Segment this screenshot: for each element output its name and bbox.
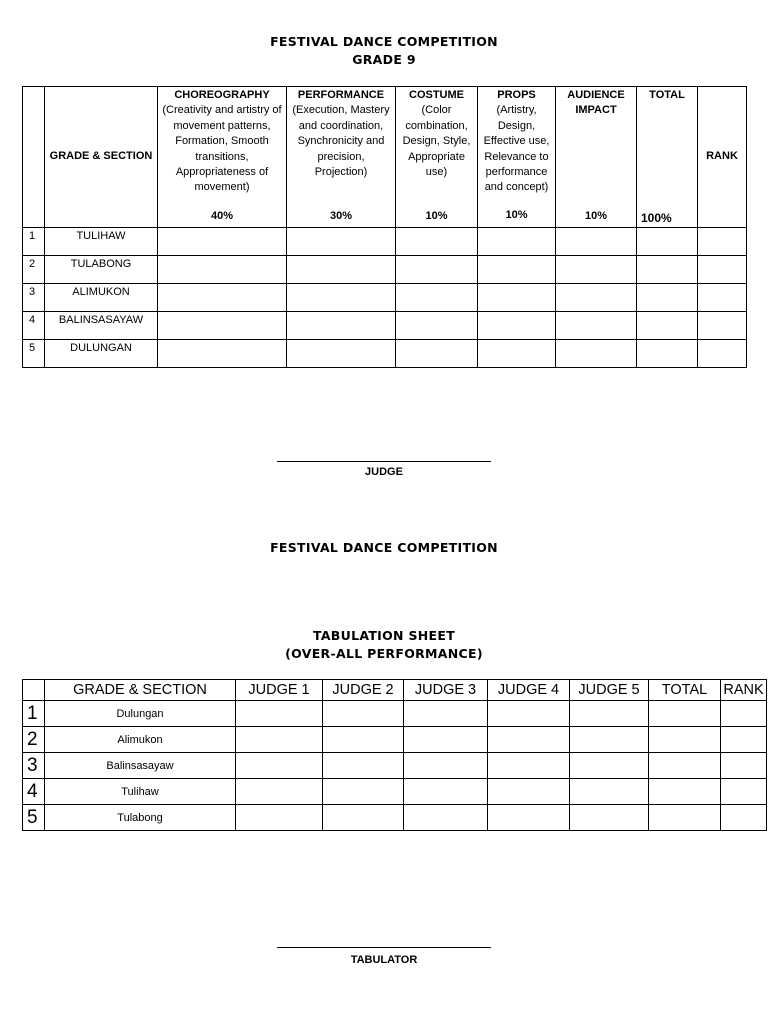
- table-row: [23, 779, 767, 805]
- choreography-description: (Creativity and artistry of movement patterns, Formation, Smooth transitions, Appropriateness of movement): [162, 104, 282, 194]
- tabulation-sheet-subtitle: (OVER-ALL PERFORMANCE): [285, 646, 483, 661]
- score-sheet-title: FESTIVAL DANCE COMPETITION: [270, 34, 498, 49]
- audience-impact-weight: 10%: [584, 209, 608, 222]
- choreography-weight: 40%: [210, 209, 234, 222]
- table-row: [23, 701, 767, 727]
- total-cell[interactable]: [649, 779, 721, 805]
- table-row: [23, 727, 767, 753]
- judge-score-cell[interactable]: [323, 727, 404, 753]
- judge-score-cell[interactable]: [323, 753, 404, 779]
- judge-score-cell[interactable]: [323, 779, 404, 805]
- table-row: [23, 312, 747, 340]
- total-weight: 100%: [641, 210, 672, 225]
- row-section: Balinsasayaw: [45, 753, 236, 779]
- header-props: [478, 87, 556, 228]
- row-number: 1: [23, 228, 45, 256]
- table-row: [23, 284, 747, 312]
- judge-score-cell[interactable]: [570, 805, 649, 831]
- header-judge-2: JUDGE 2: [323, 680, 404, 701]
- score-cell[interactable]: [396, 284, 478, 312]
- score-cell[interactable]: [158, 312, 287, 340]
- header-number-cell: [23, 87, 45, 228]
- header-number-cell: [23, 680, 45, 701]
- row-number: 4: [23, 779, 45, 805]
- score-header-row: [23, 87, 747, 228]
- score-cell[interactable]: [478, 340, 556, 368]
- total-cell[interactable]: [637, 256, 698, 284]
- judge-score-cell[interactable]: [236, 701, 323, 727]
- score-cell[interactable]: [478, 228, 556, 256]
- judge-signature-line[interactable]: [277, 461, 491, 462]
- judge-score-cell[interactable]: [236, 727, 323, 753]
- judge-score-cell[interactable]: [236, 779, 323, 805]
- score-cell[interactable]: [478, 256, 556, 284]
- performance-heading: PERFORMANCE: [297, 89, 385, 101]
- rank-cell[interactable]: [698, 284, 747, 312]
- judge-score-cell[interactable]: [323, 805, 404, 831]
- total-cell[interactable]: [649, 727, 721, 753]
- props-heading: PROPS: [497, 89, 536, 101]
- score-cell[interactable]: [158, 284, 287, 312]
- row-section: Tulabong: [45, 805, 236, 831]
- header-grade-section: GRADE & SECTION: [45, 87, 158, 228]
- tabulation-sheet-title: TABULATION SHEET: [312, 628, 456, 643]
- judge-score-cell[interactable]: [488, 753, 570, 779]
- audience-impact-heading: AUDIENCE IMPACT: [567, 89, 625, 117]
- judge-score-cell[interactable]: [570, 753, 649, 779]
- judge-score-cell[interactable]: [404, 701, 488, 727]
- rank-cell[interactable]: [721, 701, 767, 727]
- row-section: Dulungan: [45, 701, 236, 727]
- row-number: 4: [23, 312, 45, 340]
- header-grade-section: GRADE & SECTION: [45, 680, 236, 701]
- header-total: [637, 87, 698, 228]
- score-cell[interactable]: [396, 312, 478, 340]
- score-cell[interactable]: [158, 340, 287, 368]
- costume-description: (Color combination, Design, Style, Appropriate use): [402, 104, 471, 179]
- props-weight: 10%: [505, 208, 528, 221]
- judge-score-cell[interactable]: [404, 779, 488, 805]
- table-row: [23, 340, 747, 368]
- total-cell[interactable]: [649, 805, 721, 831]
- header-choreography: [158, 87, 287, 228]
- judge-score-cell[interactable]: [488, 805, 570, 831]
- score-cell[interactable]: [396, 340, 478, 368]
- score-cell[interactable]: [287, 312, 396, 340]
- total-cell[interactable]: [649, 701, 721, 727]
- total-heading: TOTAL: [649, 89, 685, 101]
- row-number: 5: [23, 340, 45, 368]
- row-section: ALIMUKON: [45, 284, 158, 312]
- judge-score-cell[interactable]: [323, 701, 404, 727]
- header-judge-3: JUDGE 3: [404, 680, 488, 701]
- score-cell[interactable]: [556, 228, 637, 256]
- row-number: 1: [23, 701, 45, 727]
- table-row: [23, 753, 767, 779]
- total-cell[interactable]: [637, 312, 698, 340]
- tabulator-signature-label: TABULATOR: [350, 954, 418, 966]
- header-performance: [287, 87, 396, 228]
- row-section: BALINSASAYAW: [45, 312, 158, 340]
- header-rank: RANK: [698, 87, 747, 228]
- row-number: 5: [23, 805, 45, 831]
- costume-heading: COSTUME: [409, 89, 464, 101]
- row-section: Alimukon: [45, 727, 236, 753]
- total-cell[interactable]: [637, 228, 698, 256]
- score-cell[interactable]: [287, 228, 396, 256]
- row-section: Tulihaw: [45, 779, 236, 805]
- judge-signature-label: JUDGE: [365, 466, 403, 478]
- score-cell[interactable]: [556, 312, 637, 340]
- header-judge-4: JUDGE 4: [488, 680, 570, 701]
- header-costume: [396, 87, 478, 228]
- judge-score-cell[interactable]: [404, 805, 488, 831]
- rank-cell[interactable]: [698, 340, 747, 368]
- score-cell[interactable]: [556, 284, 637, 312]
- table-row: [23, 805, 767, 831]
- row-number: 3: [23, 284, 45, 312]
- score-cell[interactable]: [396, 256, 478, 284]
- rank-cell[interactable]: [721, 779, 767, 805]
- judge-score-cell[interactable]: [488, 701, 570, 727]
- judge-score-cell[interactable]: [404, 727, 488, 753]
- header-judge-5: JUDGE 5: [570, 680, 649, 701]
- score-cell[interactable]: [287, 284, 396, 312]
- row-number: 2: [23, 727, 45, 753]
- score-cell[interactable]: [556, 256, 637, 284]
- costume-weight: 10%: [425, 209, 448, 222]
- tabulation-header-row: [23, 680, 767, 701]
- row-section: TULABONG: [45, 256, 158, 284]
- rank-cell[interactable]: [721, 753, 767, 779]
- judge-score-cell[interactable]: [488, 727, 570, 753]
- row-number: 2: [23, 256, 45, 284]
- judge-score-cell[interactable]: [236, 805, 323, 831]
- score-cell[interactable]: [158, 228, 287, 256]
- header-judge-1: JUDGE 1: [236, 680, 323, 701]
- row-section: DULUNGAN: [45, 340, 158, 368]
- score-cell[interactable]: [478, 312, 556, 340]
- judge-score-cell[interactable]: [570, 727, 649, 753]
- score-cell[interactable]: [556, 340, 637, 368]
- performance-description: (Execution, Mastery and coordination, Synchronicity and precision, Projection): [292, 104, 390, 179]
- rank-cell[interactable]: [698, 228, 747, 256]
- row-section: TULIHAW: [45, 228, 158, 256]
- table-row: [23, 256, 747, 284]
- total-cell[interactable]: [637, 284, 698, 312]
- rank-cell[interactable]: [721, 727, 767, 753]
- score-table: [22, 86, 747, 368]
- score-cell[interactable]: [478, 284, 556, 312]
- total-cell[interactable]: [637, 340, 698, 368]
- table-row: [23, 228, 747, 256]
- judge-score-cell[interactable]: [570, 701, 649, 727]
- performance-weight: 30%: [329, 209, 353, 222]
- tabulation-table: [22, 679, 767, 831]
- rank-cell[interactable]: [698, 256, 747, 284]
- header-audience-impact: [556, 87, 637, 228]
- header-total: TOTAL: [649, 680, 721, 701]
- choreography-heading: CHOREOGRAPHY: [174, 89, 270, 101]
- row-number: 3: [23, 753, 45, 779]
- score-cell[interactable]: [158, 256, 287, 284]
- tabulation-title: FESTIVAL DANCE COMPETITION: [270, 540, 498, 555]
- judge-score-cell[interactable]: [404, 753, 488, 779]
- rank-cell[interactable]: [721, 805, 767, 831]
- score-sheet-subtitle: GRADE 9: [352, 52, 416, 67]
- judge-score-cell[interactable]: [236, 753, 323, 779]
- total-cell[interactable]: [649, 753, 721, 779]
- score-cell[interactable]: [287, 256, 396, 284]
- header-rank: RANK: [721, 680, 767, 701]
- tabulator-signature-line[interactable]: [277, 947, 491, 948]
- judge-score-cell[interactable]: [570, 779, 649, 805]
- score-cell[interactable]: [396, 228, 478, 256]
- rank-cell[interactable]: [698, 312, 747, 340]
- judge-score-cell[interactable]: [488, 779, 570, 805]
- score-cell[interactable]: [287, 340, 396, 368]
- props-description: (Artistry, Design, Effective use, Relevance to performance and concept): [483, 104, 550, 194]
